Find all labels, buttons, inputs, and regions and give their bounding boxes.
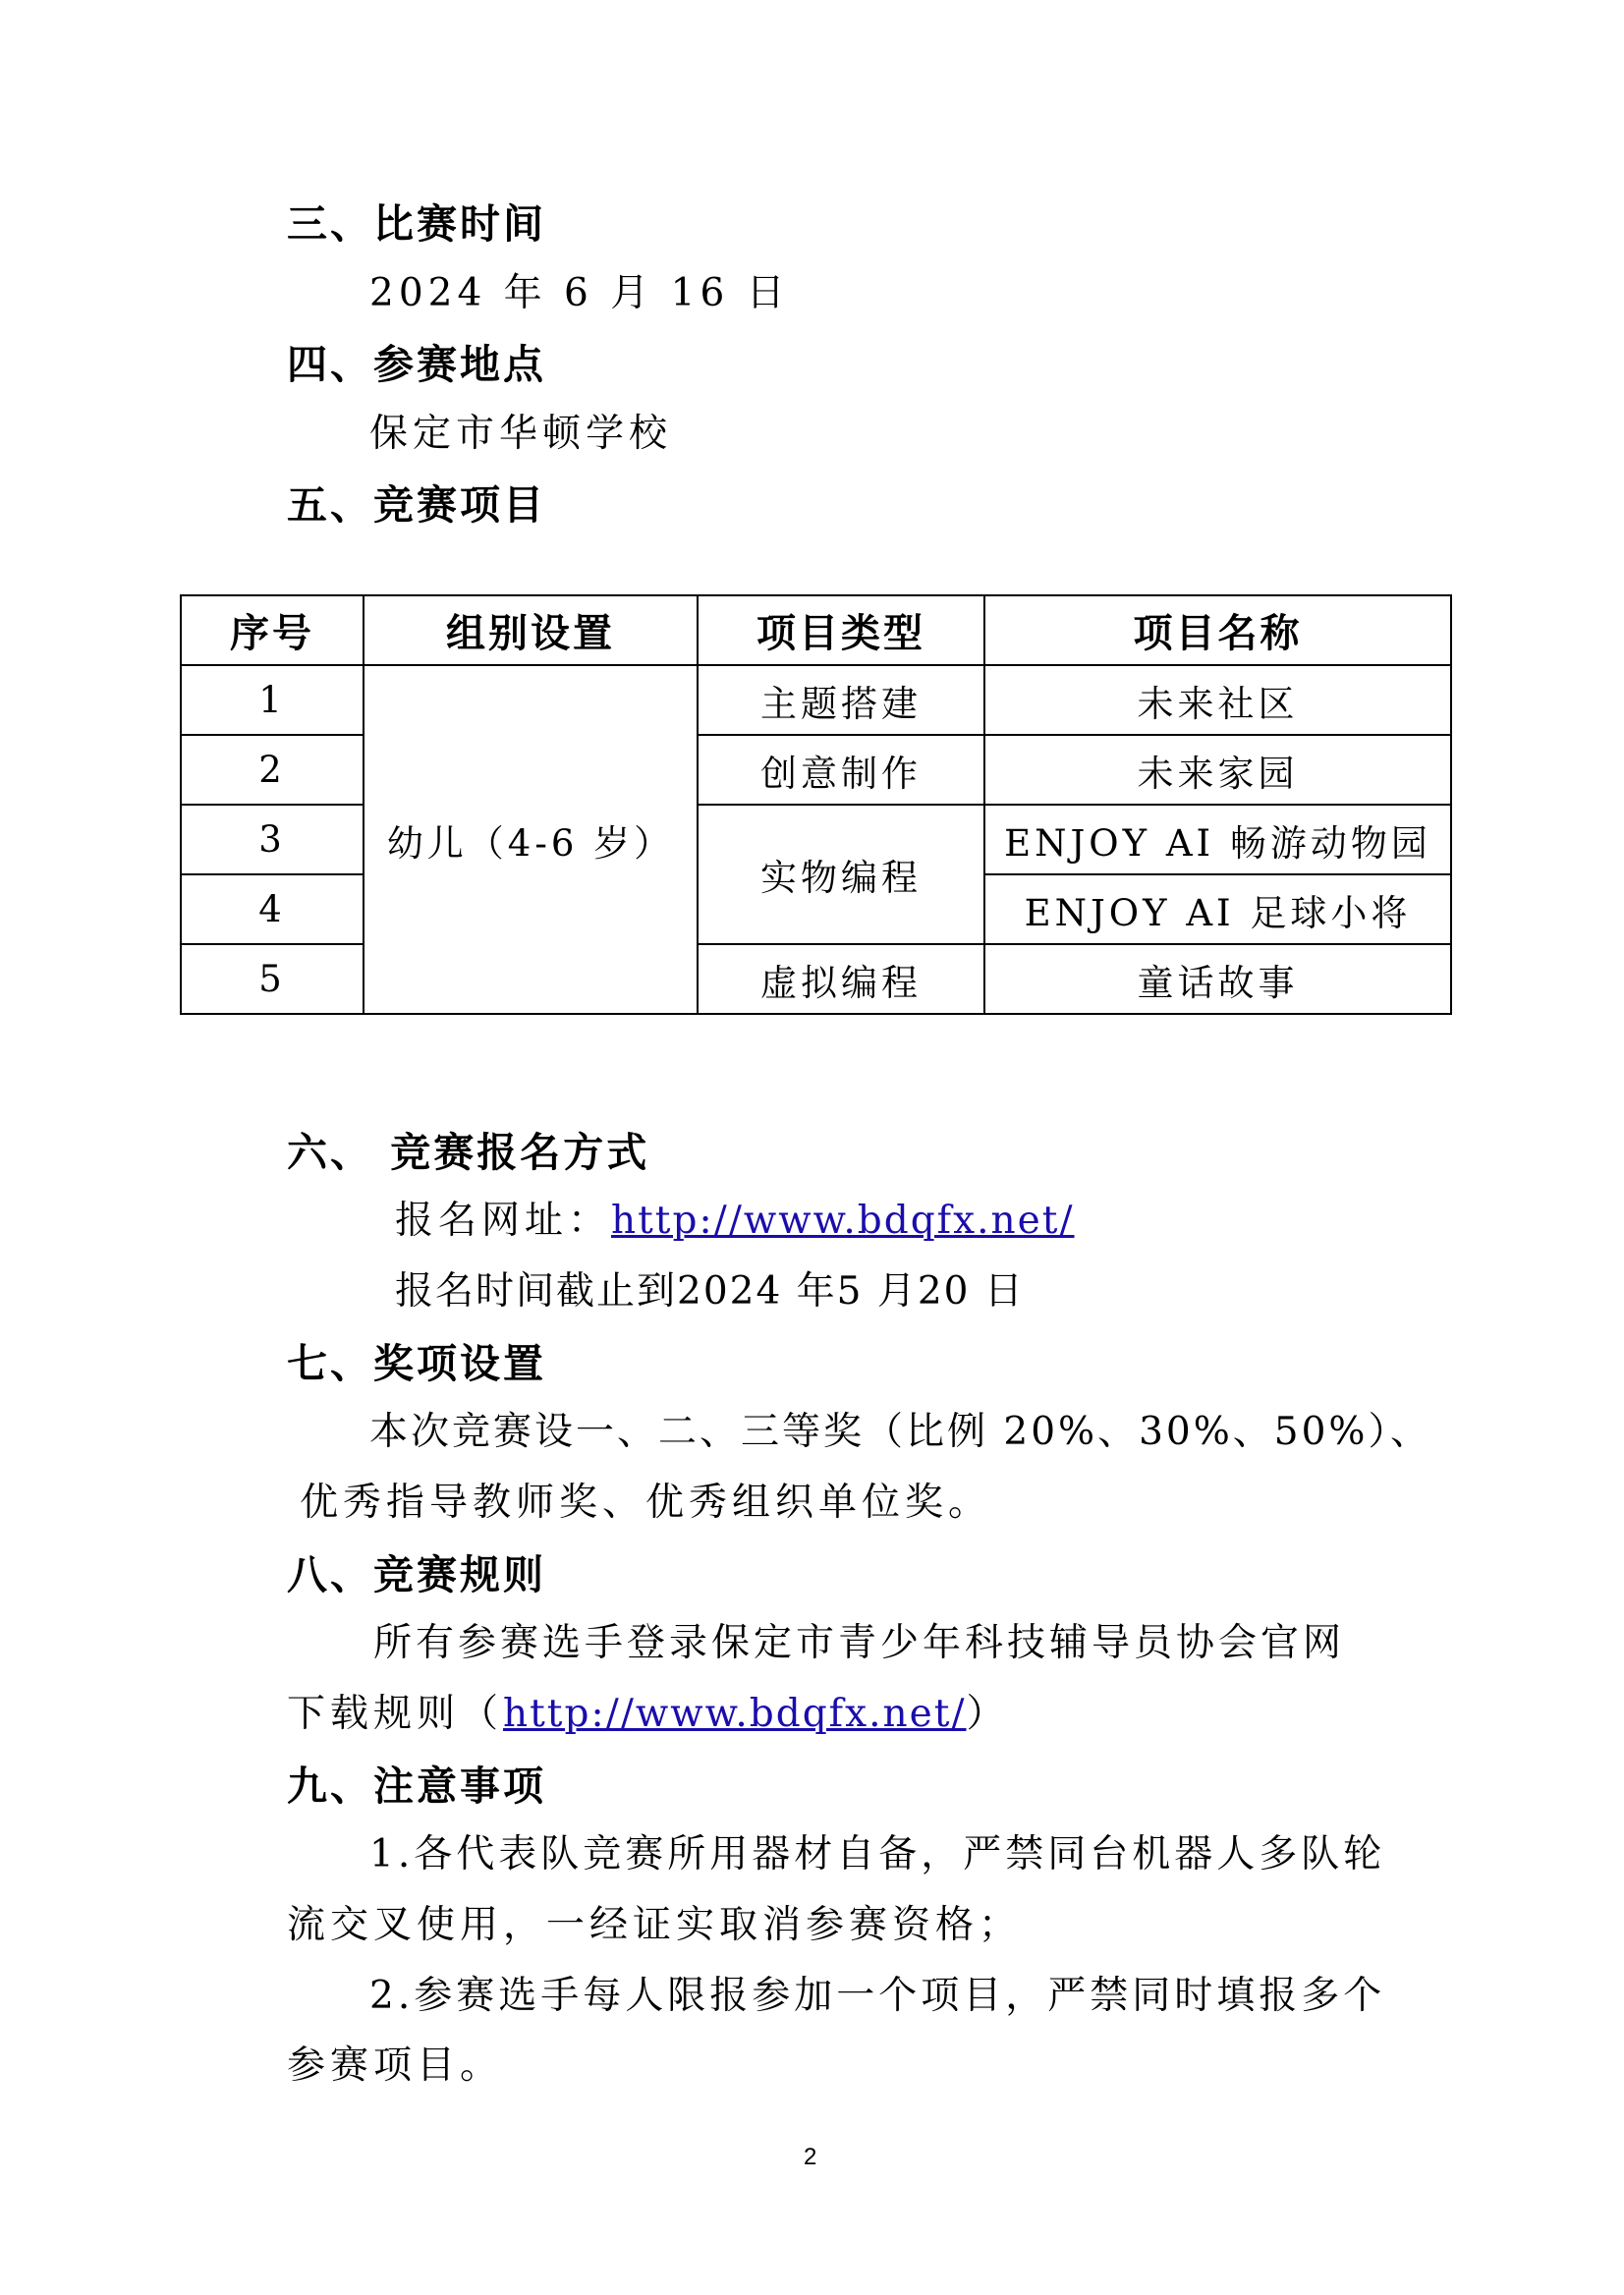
registration-url-line [395,1190,1075,1245]
awards-line-2: 优秀指导教师奖、优秀组织单位奖。 [300,1481,992,1525]
header-type: 项目类型 [698,595,984,665]
section-3-title: 三、比赛时间 [287,200,546,248]
competition-date: 2024 年 6 月 16 日 [369,271,790,315]
notice-1-line-2: 流交叉使用，一经证实取消参赛资格； [287,1903,1023,1947]
table-header-row [181,595,1451,665]
cell-name: 未来家园 [984,735,1451,805]
cell-no: 3 [181,805,364,874]
cell-type: 实物编程 [698,805,984,944]
header-group: 组别设置 [364,595,698,665]
cell-group: 幼儿（4-6 岁） [364,665,698,1014]
cell-name: ENJOY AI 畅游动物园 [984,805,1451,874]
awards-line-1: 本次竞赛设一、二、三等奖（比例 20%、30%、50%）、 [369,1410,1431,1454]
events-table [180,594,1452,1015]
registration-url-label: 报名网址： [395,1199,612,1243]
competition-venue: 保定市华顿学校 [369,412,673,456]
cell-type: 创意制作 [698,735,984,805]
notice-2-line-1: 2.参赛选手每人限报参加一个项目，严禁同时填报多个 [369,1974,1386,2018]
cell-type: 虚拟编程 [698,944,984,1014]
header-no: 序号 [181,595,364,665]
cell-no: 1 [181,665,364,735]
cell-name: ENJOY AI 足球小将 [984,874,1451,944]
registration-deadline: 报名时间截止到2024 年5 月20 日 [395,1269,1025,1314]
rules-line-1: 所有参赛选手登录保定市青少年科技辅导员协会官网 [373,1621,1346,1665]
section-6-title: 六、 竞赛报名方式 [287,1129,650,1176]
rules-suffix: ） [966,1692,1010,1736]
cell-type: 主题搭建 [698,665,984,735]
rules-line-2 [287,1683,1010,1738]
cell-no: 2 [181,735,364,805]
notice-1-line-1: 1.各代表队竞赛所用器材自备，严禁同台机器人多队轮 [369,1832,1386,1876]
registration-url-link[interactable]: http://www.bdqfx.net/ [611,1199,1075,1243]
cell-name: 童话故事 [984,944,1451,1014]
section-4-title: 四、参赛地点 [287,341,546,388]
section-7-title: 七、奖项设置 [287,1340,546,1387]
page-number: 2 [804,2144,817,2170]
cell-name: 未来社区 [984,665,1451,735]
cell-no: 5 [181,944,364,1014]
cell-no: 4 [181,874,364,944]
header-name: 项目名称 [984,595,1451,665]
section-5-title: 五、竞赛项目 [287,481,546,529]
rules-prefix: 下载规则（ [287,1692,504,1736]
notice-2-line-2: 参赛项目。 [287,2043,504,2088]
section-9-title: 九、注意事项 [287,1763,546,1810]
section-8-title: 八、竞赛规则 [287,1551,546,1598]
rules-url-link[interactable]: http://www.bdqfx.net/ [503,1692,967,1736]
table-row [181,665,1451,735]
